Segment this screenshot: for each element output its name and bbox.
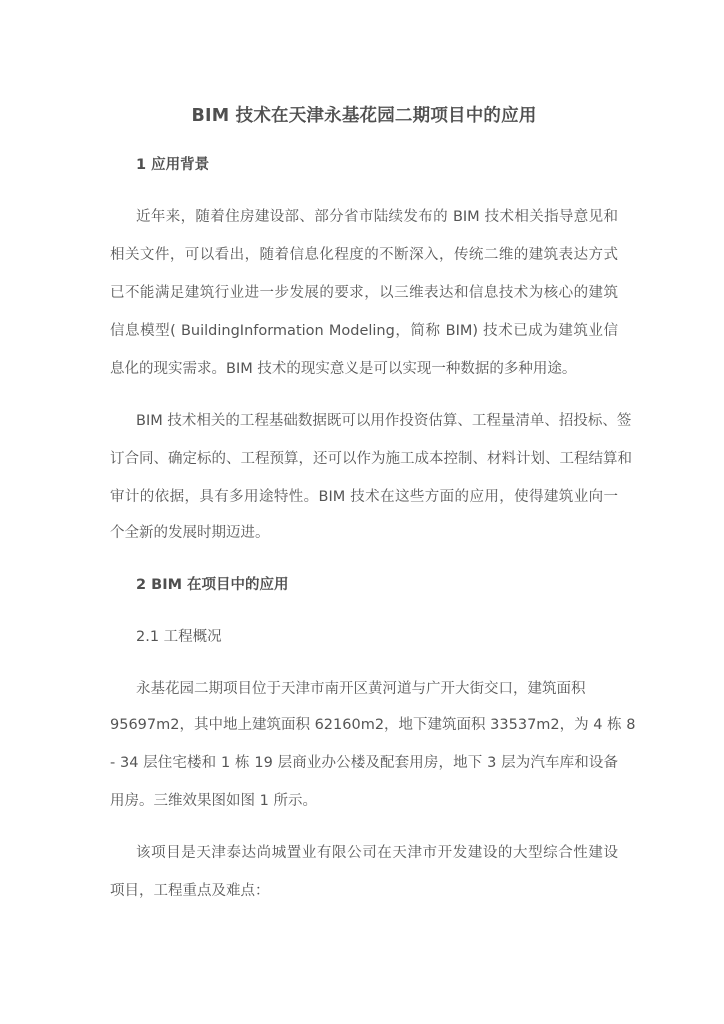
section-2-heading: 2 BIM 在项目中的应用 [136,577,289,593]
section-1-heading: 1 应用背景 [136,157,210,173]
text-line: 息化的现实需求。BIM 技术的现实意义是可以实现一种数据的多种用途。 [110,361,577,377]
text-line: 相关文件，可以看出，随着信息化程度的不断深入，传统二维的建筑表达方式 [110,247,618,263]
text-line: 该项目是天津泰达尚城置业有限公司在天津市开发建设的大型综合性建设 [136,845,618,861]
text-line: 项目，工程重点及难点： [110,883,270,899]
text-line: BIM 技术相关的工程基础数据既可以用作投资估算、工程量清单、招投标、签 [136,413,632,429]
text-line: 个全新的发展时期迈进。 [110,525,270,541]
text-line: - 34 层住宅楼和 1 栋 19 层商业办公楼及配套用房，地下 3 层为汽车库和设备 [110,755,618,771]
section-2-1-subheading: 2.1 工程概况 [136,629,222,645]
text-line: 用房。三维效果图如图 1 所示。 [110,793,317,809]
text-line: 订合同、确定标的、工程预算，还可以作为施工成本控制、材料计划、工程结算和 [110,451,632,467]
text-line: 已不能满足建筑行业进一步发展的要求，以三维表达和信息技术为核心的建筑 [110,285,618,301]
text-line: 近年来，随着住房建设部、部分省市陆续发布的 BIM 技术相关指导意见和 [136,209,618,225]
text-line: 信息模型( BuildingInformation Modeling，简称 BIM) 技术已成为建筑业信 [110,323,618,339]
text-line: 95697m2，其中地上建筑面积 62160m2，地下建筑面积 33537m2，为 4 栋 8 [110,717,636,733]
text-line: 审计的依据，具有多用途特性。BIM 技术在这些方面的应用，使得建筑业向一 [110,489,618,505]
text-line: 永基花园二期项目位于天津市南开区黄河道与广开大街交口，建筑面积 [136,681,586,697]
document-title: BIM 技术在天津永基花园二期项目中的应用 [191,106,537,126]
